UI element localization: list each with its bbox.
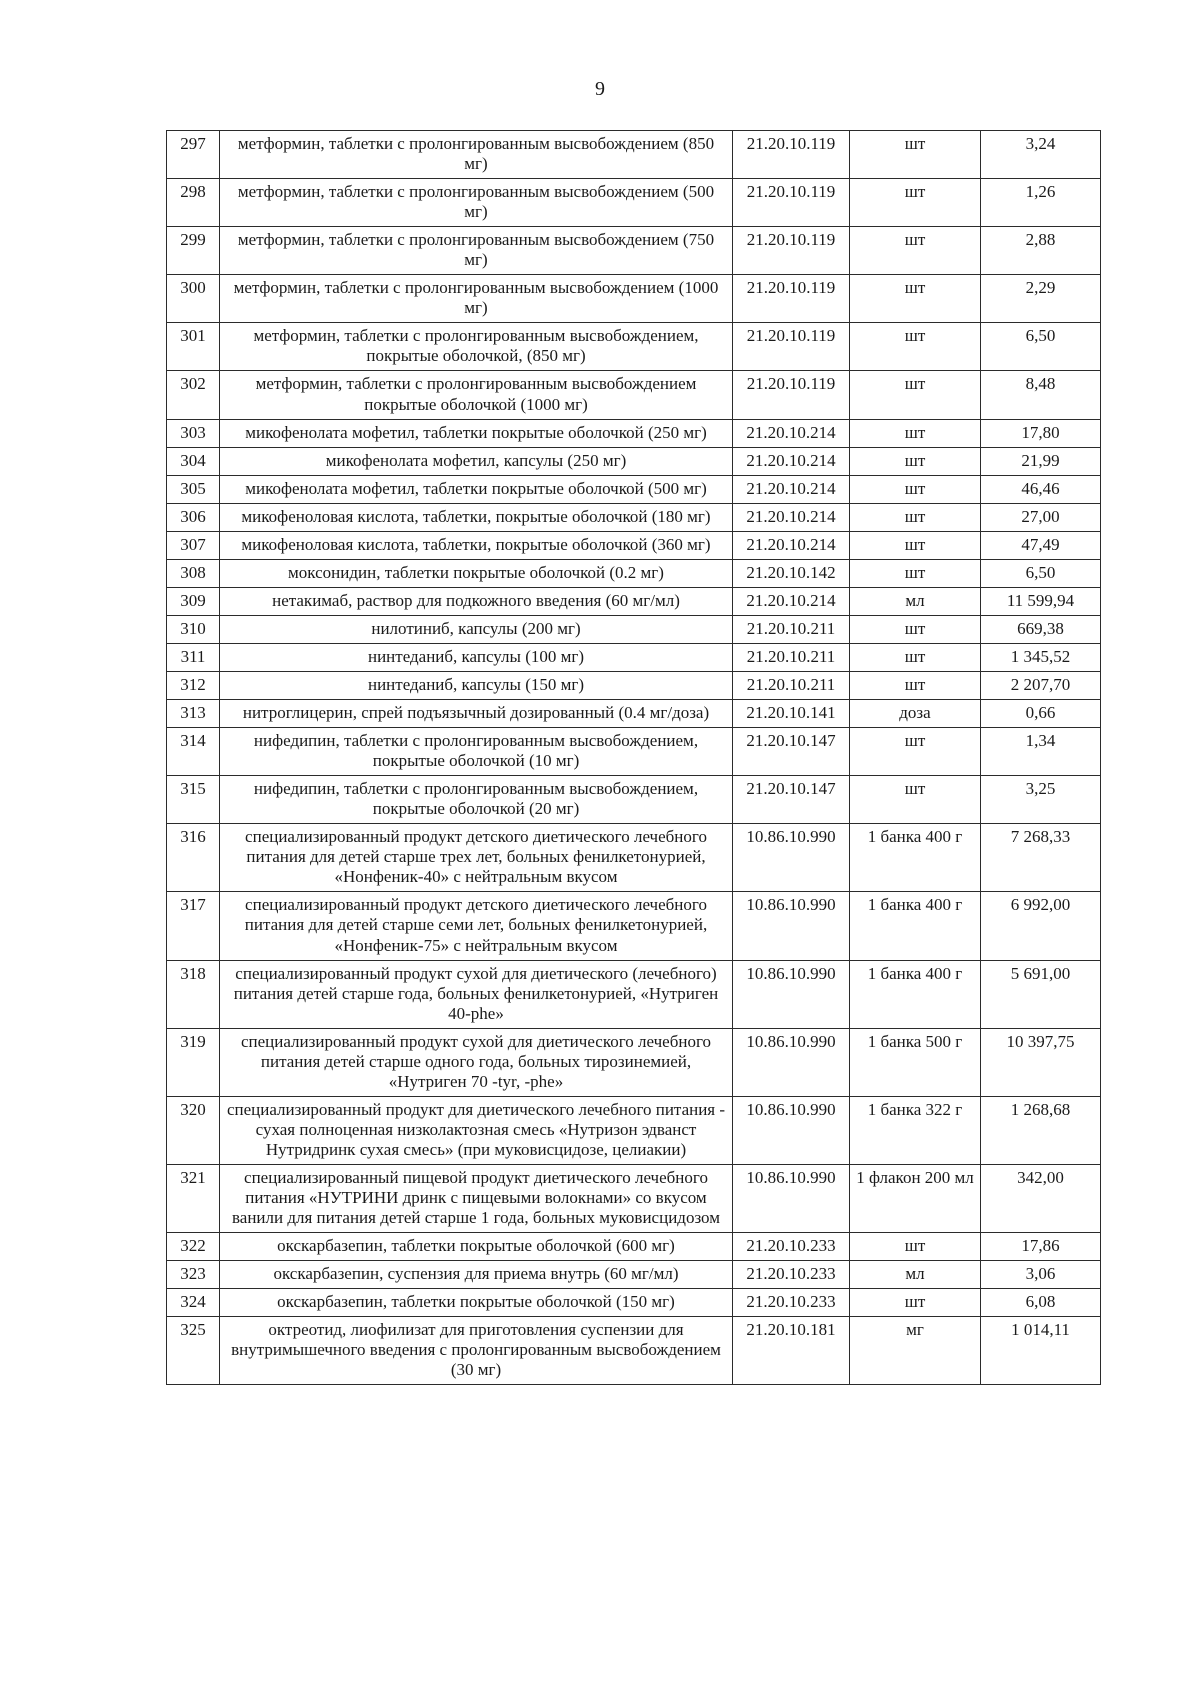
price-value: 6,50 xyxy=(981,323,1101,371)
unit-of-measure: шт xyxy=(850,776,981,824)
okpd-code: 21.20.10.119 xyxy=(733,179,850,227)
okpd-code: 21.20.10.211 xyxy=(733,643,850,671)
item-name: специализированный продукт для диетического лечебного питания - сухая полноценная низколактозная смесь «Нутризон эдванст Нутридринк сухая смесь» (при муковисцидозе, целиакии) xyxy=(220,1096,733,1164)
okpd-code: 21.20.10.141 xyxy=(733,700,850,728)
okpd-code: 21.20.10.147 xyxy=(733,776,850,824)
table-row xyxy=(167,475,1101,503)
price-value: 2,29 xyxy=(981,275,1101,323)
table-row xyxy=(167,531,1101,559)
price-value: 1 268,68 xyxy=(981,1096,1101,1164)
row-number: 298 xyxy=(167,179,220,227)
row-number: 313 xyxy=(167,700,220,728)
item-name: нитроглицерин, спрей подъязычный дозированный (0.4 мг/доза) xyxy=(220,700,733,728)
table-row xyxy=(167,1289,1101,1317)
unit-of-measure: доза xyxy=(850,700,981,728)
unit-of-measure: шт xyxy=(850,371,981,419)
price-value: 669,38 xyxy=(981,615,1101,643)
unit-of-measure: шт xyxy=(850,227,981,275)
unit-of-measure: шт xyxy=(850,671,981,699)
row-number: 314 xyxy=(167,728,220,776)
price-value: 46,46 xyxy=(981,475,1101,503)
row-number: 304 xyxy=(167,447,220,475)
table-row xyxy=(167,728,1101,776)
table-row xyxy=(167,892,1101,960)
price-value: 10 397,75 xyxy=(981,1028,1101,1096)
item-name: нифедипин, таблетки с пролонгированным высвобождением, покрытые оболочкой (20 мг) xyxy=(220,776,733,824)
row-number: 324 xyxy=(167,1289,220,1317)
item-name: метформин, таблетки с пролонгированным высвобождением (1000 мг) xyxy=(220,275,733,323)
item-name: метформин, таблетки с пролонгированным высвобождением, покрытые оболочкой, (850 мг) xyxy=(220,323,733,371)
unit-of-measure: шт xyxy=(850,131,981,179)
unit-of-measure: 1 банка 400 г xyxy=(850,824,981,892)
row-number: 299 xyxy=(167,227,220,275)
item-name: микофеноловая кислота, таблетки, покрытые оболочкой (360 мг) xyxy=(220,531,733,559)
okpd-code: 21.20.10.119 xyxy=(733,275,850,323)
okpd-code: 21.20.10.211 xyxy=(733,615,850,643)
unit-of-measure: мл xyxy=(850,1261,981,1289)
unit-of-measure: 1 флакон 200 мл xyxy=(850,1164,981,1232)
price-value: 342,00 xyxy=(981,1164,1101,1232)
item-name: окскарбазепин, суспензия для приема внутрь (60 мг/мл) xyxy=(220,1261,733,1289)
table-row xyxy=(167,227,1101,275)
table-row xyxy=(167,447,1101,475)
unit-of-measure: 1 банка 400 г xyxy=(850,960,981,1028)
okpd-code: 10.86.10.990 xyxy=(733,960,850,1028)
unit-of-measure: шт xyxy=(850,275,981,323)
item-name: нинтеданиб, капсулы (100 мг) xyxy=(220,643,733,671)
okpd-code: 21.20.10.211 xyxy=(733,671,850,699)
table-row xyxy=(167,1233,1101,1261)
item-name: нилотиниб, капсулы (200 мг) xyxy=(220,615,733,643)
item-name: микофенолата мофетил, таблетки покрытые оболочкой (250 мг) xyxy=(220,419,733,447)
row-number: 310 xyxy=(167,615,220,643)
price-value: 27,00 xyxy=(981,503,1101,531)
unit-of-measure: шт xyxy=(850,503,981,531)
item-name: микофенолата мофетил, таблетки покрытые оболочкой (500 мг) xyxy=(220,475,733,503)
price-value: 1,34 xyxy=(981,728,1101,776)
table-row xyxy=(167,1028,1101,1096)
item-name: метформин, таблетки с пролонгированным высвобождением (850 мг) xyxy=(220,131,733,179)
unit-of-measure: шт xyxy=(850,447,981,475)
price-value: 6,50 xyxy=(981,559,1101,587)
row-number: 319 xyxy=(167,1028,220,1096)
okpd-code: 21.20.10.214 xyxy=(733,531,850,559)
unit-of-measure: шт xyxy=(850,615,981,643)
okpd-code: 21.20.10.214 xyxy=(733,503,850,531)
price-value: 21,99 xyxy=(981,447,1101,475)
price-value: 17,80 xyxy=(981,419,1101,447)
price-value: 17,86 xyxy=(981,1233,1101,1261)
table-row xyxy=(167,824,1101,892)
row-number: 301 xyxy=(167,323,220,371)
table-row xyxy=(167,700,1101,728)
okpd-code: 21.20.10.233 xyxy=(733,1289,850,1317)
item-name: микофеноловая кислота, таблетки, покрытые оболочкой (180 мг) xyxy=(220,503,733,531)
price-value: 11 599,94 xyxy=(981,587,1101,615)
row-number: 305 xyxy=(167,475,220,503)
unit-of-measure: шт xyxy=(850,475,981,503)
item-name: нинтеданиб, капсулы (150 мг) xyxy=(220,671,733,699)
item-name: метформин, таблетки с пролонгированным высвобождением (750 мг) xyxy=(220,227,733,275)
unit-of-measure: мл xyxy=(850,587,981,615)
okpd-code: 21.20.10.181 xyxy=(733,1317,850,1385)
okpd-code: 21.20.10.147 xyxy=(733,728,850,776)
table-row xyxy=(167,503,1101,531)
table-row xyxy=(167,1164,1101,1232)
item-name: метформин, таблетки с пролонгированным высвобождением (500 мг) xyxy=(220,179,733,227)
okpd-code: 21.20.10.119 xyxy=(733,227,850,275)
row-number: 315 xyxy=(167,776,220,824)
okpd-code: 10.86.10.990 xyxy=(733,892,850,960)
table-row xyxy=(167,323,1101,371)
unit-of-measure: 1 банка 322 г xyxy=(850,1096,981,1164)
page-number: 9 xyxy=(595,78,605,100)
price-value: 0,66 xyxy=(981,700,1101,728)
row-number: 297 xyxy=(167,131,220,179)
unit-of-measure: шт xyxy=(850,559,981,587)
unit-of-measure: 1 банка 500 г xyxy=(850,1028,981,1096)
item-name: нетакимаб, раствор для подкожного введения (60 мг/мл) xyxy=(220,587,733,615)
table-row xyxy=(167,643,1101,671)
price-value: 1 014,11 xyxy=(981,1317,1101,1385)
unit-of-measure: мг xyxy=(850,1317,981,1385)
price-value: 8,48 xyxy=(981,371,1101,419)
unit-of-measure: шт xyxy=(850,179,981,227)
price-value: 7 268,33 xyxy=(981,824,1101,892)
table-row xyxy=(167,776,1101,824)
price-value: 3,06 xyxy=(981,1261,1101,1289)
row-number: 316 xyxy=(167,824,220,892)
price-value: 5 691,00 xyxy=(981,960,1101,1028)
table-row xyxy=(167,419,1101,447)
table-row xyxy=(167,179,1101,227)
okpd-code: 21.20.10.214 xyxy=(733,475,850,503)
price-value: 3,25 xyxy=(981,776,1101,824)
row-number: 320 xyxy=(167,1096,220,1164)
unit-of-measure: шт xyxy=(850,531,981,559)
row-number: 321 xyxy=(167,1164,220,1232)
item-name: специализированный продукт сухой для диетического (лечебного) питания детей старше года, больных фенилкетонурией, «Нутриген 40-phe» xyxy=(220,960,733,1028)
price-value: 2,88 xyxy=(981,227,1101,275)
table-row xyxy=(167,275,1101,323)
table-row xyxy=(167,371,1101,419)
okpd-code: 21.20.10.214 xyxy=(733,587,850,615)
row-number: 311 xyxy=(167,643,220,671)
table-row xyxy=(167,131,1101,179)
row-number: 307 xyxy=(167,531,220,559)
item-name: окскарбазепин, таблетки покрытые оболочкой (600 мг) xyxy=(220,1233,733,1261)
unit-of-measure: шт xyxy=(850,728,981,776)
unit-of-measure: шт xyxy=(850,643,981,671)
item-name: микофенолата мофетил, капсулы (250 мг) xyxy=(220,447,733,475)
okpd-code: 21.20.10.119 xyxy=(733,323,850,371)
row-number: 322 xyxy=(167,1233,220,1261)
table-row xyxy=(167,559,1101,587)
price-value: 3,24 xyxy=(981,131,1101,179)
okpd-code: 21.20.10.142 xyxy=(733,559,850,587)
item-name: специализированный продукт сухой для диетического лечебного питания детей старше одного года, больных тирозинемией, «Нутриген 70 -tyr, -phe» xyxy=(220,1028,733,1096)
price-value: 47,49 xyxy=(981,531,1101,559)
table-row xyxy=(167,1317,1101,1385)
table-row xyxy=(167,671,1101,699)
row-number: 325 xyxy=(167,1317,220,1385)
row-number: 306 xyxy=(167,503,220,531)
item-name: моксонидин, таблетки покрытые оболочкой (0.2 мг) xyxy=(220,559,733,587)
price-value: 1 345,52 xyxy=(981,643,1101,671)
okpd-code: 21.20.10.119 xyxy=(733,131,850,179)
item-name: окскарбазепин, таблетки покрытые оболочкой (150 мг) xyxy=(220,1289,733,1317)
unit-of-measure: шт xyxy=(850,323,981,371)
price-value: 1,26 xyxy=(981,179,1101,227)
row-number: 303 xyxy=(167,419,220,447)
row-number: 302 xyxy=(167,371,220,419)
price-value: 6,08 xyxy=(981,1289,1101,1317)
row-number: 312 xyxy=(167,671,220,699)
row-number: 317 xyxy=(167,892,220,960)
unit-of-measure: 1 банка 400 г xyxy=(850,892,981,960)
row-number: 300 xyxy=(167,275,220,323)
item-name: нифедипин, таблетки с пролонгированным высвобождением, покрытые оболочкой (10 мг) xyxy=(220,728,733,776)
okpd-code: 21.20.10.233 xyxy=(733,1233,850,1261)
row-number: 323 xyxy=(167,1261,220,1289)
okpd-code: 21.20.10.214 xyxy=(733,447,850,475)
okpd-code: 10.86.10.990 xyxy=(733,1164,850,1232)
table-row xyxy=(167,587,1101,615)
okpd-code: 10.86.10.990 xyxy=(733,824,850,892)
row-number: 318 xyxy=(167,960,220,1028)
okpd-code: 21.20.10.233 xyxy=(733,1261,850,1289)
okpd-code: 21.20.10.119 xyxy=(733,371,850,419)
item-name: специализированный пищевой продукт диетического лечебного питания «НУТРИНИ дринк с пищевыми волокнами» со вкусом ванили для питания детей старше 1 года, больных муковисцидозом xyxy=(220,1164,733,1232)
price-value: 2 207,70 xyxy=(981,671,1101,699)
okpd-code: 10.86.10.990 xyxy=(733,1028,850,1096)
row-number: 308 xyxy=(167,559,220,587)
item-name: специализированный продукт детского диетического лечебного питания для детей старше трех лет, больных фенилкетонурией, «Нонфеник-40» с нейтральным вкусом xyxy=(220,824,733,892)
table-row xyxy=(167,1096,1101,1164)
unit-of-measure: шт xyxy=(850,1289,981,1317)
item-name: метформин, таблетки с пролонгированным высвобождением покрытые оболочкой (1000 мг) xyxy=(220,371,733,419)
table-row xyxy=(167,960,1101,1028)
item-name: специализированный продукт детского диетического лечебного питания для детей старше семи лет, больных фенилкетонурией, «Нонфеник-75» с нейтральным вкусом xyxy=(220,892,733,960)
okpd-code: 21.20.10.214 xyxy=(733,419,850,447)
table-row xyxy=(167,1261,1101,1289)
unit-of-measure: шт xyxy=(850,419,981,447)
price-value: 6 992,00 xyxy=(981,892,1101,960)
table-row xyxy=(167,615,1101,643)
okpd-code: 10.86.10.990 xyxy=(733,1096,850,1164)
drug-price-table xyxy=(166,130,1101,1385)
unit-of-measure: шт xyxy=(850,1233,981,1261)
item-name: октреотид, лиофилизат для приготовления суспензии для внутримышечного введения с пролонгированным высвобождением (30 мг) xyxy=(220,1317,733,1385)
row-number: 309 xyxy=(167,587,220,615)
